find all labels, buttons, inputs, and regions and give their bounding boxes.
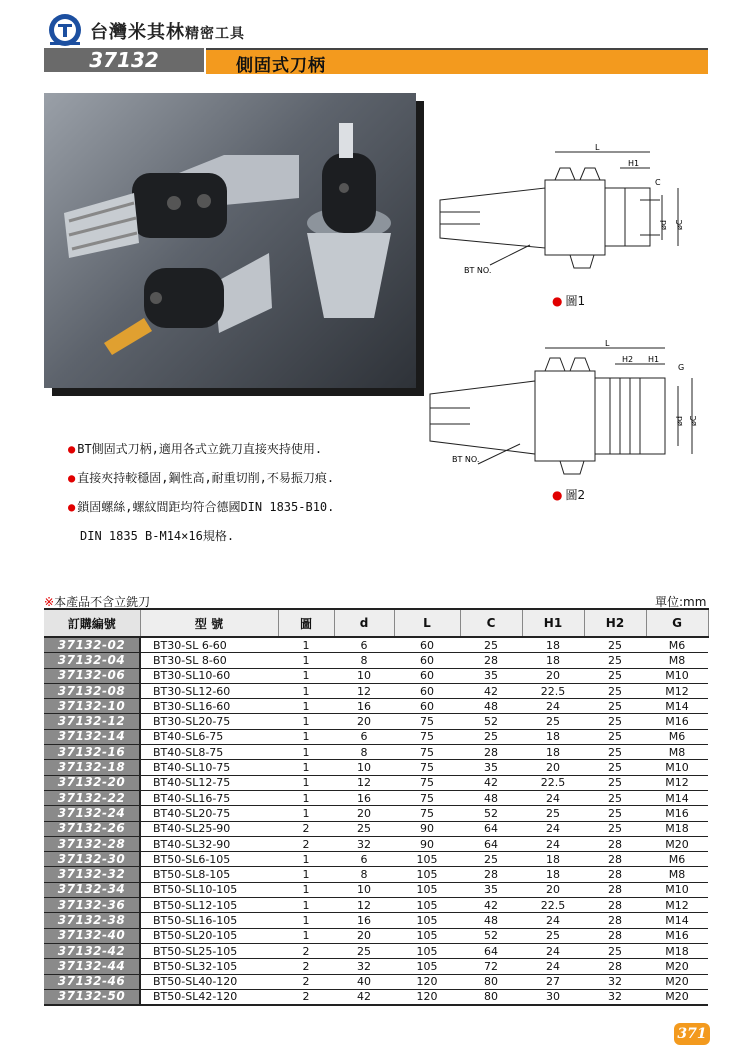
table-row bbox=[44, 775, 708, 790]
cell-C: 80 bbox=[460, 974, 522, 989]
cell-fig: 1 bbox=[278, 790, 334, 805]
cell-fig: 2 bbox=[278, 836, 334, 851]
col-H1: H1 bbox=[522, 609, 584, 637]
cell-L: 60 bbox=[394, 699, 460, 714]
cell-H1: 24 bbox=[522, 943, 584, 958]
cell-H1: 20 bbox=[522, 760, 584, 775]
cell-G: M14 bbox=[646, 790, 708, 805]
cell-C: 28 bbox=[460, 867, 522, 882]
cell-L: 105 bbox=[394, 852, 460, 867]
cell-d: 16 bbox=[334, 913, 394, 928]
figure-1-label: ● 圖1 bbox=[552, 294, 586, 308]
col-d: d bbox=[334, 609, 394, 637]
cell-code: 37132-28 bbox=[44, 836, 140, 851]
cell-H2: 25 bbox=[584, 653, 646, 668]
cell-H1: 24 bbox=[522, 821, 584, 836]
cell-fig: 1 bbox=[278, 714, 334, 729]
cell-code: 37132-50 bbox=[44, 989, 140, 1005]
cell-C: 72 bbox=[460, 959, 522, 974]
cell-H2: 25 bbox=[584, 760, 646, 775]
cell-G: M10 bbox=[646, 760, 708, 775]
cell-C: 25 bbox=[460, 729, 522, 744]
cell-code: 37132-34 bbox=[44, 882, 140, 897]
table-row bbox=[44, 821, 708, 836]
col-G: G bbox=[646, 609, 708, 637]
fig2-dim-H1: H1 bbox=[648, 355, 660, 364]
cell-model: BT50-SL42-120 bbox=[140, 989, 278, 1005]
cell-code: 37132-30 bbox=[44, 852, 140, 867]
cell-G: M6 bbox=[646, 637, 708, 653]
cell-C: 25 bbox=[460, 637, 522, 653]
cell-code: 37132-20 bbox=[44, 775, 140, 790]
cell-model: BT40-SL16-75 bbox=[140, 790, 278, 805]
cell-G: M20 bbox=[646, 959, 708, 974]
cell-G: M10 bbox=[646, 882, 708, 897]
cell-fig: 1 bbox=[278, 668, 334, 683]
table-row bbox=[44, 729, 708, 744]
cell-fig: 2 bbox=[278, 974, 334, 989]
cell-L: 105 bbox=[394, 882, 460, 897]
fig2-bt-no: BT NO. bbox=[452, 455, 480, 464]
feature-item-continued bbox=[68, 527, 428, 556]
cell-code: 37132-46 bbox=[44, 974, 140, 989]
feature-text: BT側固式刀柄,適用各式立銑刀直接夾持使用. bbox=[77, 442, 323, 456]
cell-L: 75 bbox=[394, 775, 460, 790]
cell-G: M18 bbox=[646, 943, 708, 958]
cell-H2: 28 bbox=[584, 836, 646, 851]
note-text: 本產品不含立銑刀 bbox=[54, 595, 151, 609]
cell-d: 8 bbox=[334, 867, 394, 882]
fig1-dim-d: ød bbox=[659, 220, 668, 230]
cell-model: BT40-SL25-90 bbox=[140, 821, 278, 836]
cell-model: BT40-SL32-90 bbox=[140, 836, 278, 851]
cell-d: 6 bbox=[334, 852, 394, 867]
cell-H1: 24 bbox=[522, 790, 584, 805]
fig1-bt-no: BT NO. bbox=[464, 266, 492, 275]
cell-model: BT30-SL10-60 bbox=[140, 668, 278, 683]
table-row bbox=[44, 852, 708, 867]
cell-model: BT40-SL20-75 bbox=[140, 806, 278, 821]
cell-code: 37132-42 bbox=[44, 943, 140, 958]
cell-H2: 28 bbox=[584, 882, 646, 897]
cell-H2: 25 bbox=[584, 637, 646, 653]
figure-1-label-text: 圖1 bbox=[565, 294, 586, 308]
table-row bbox=[44, 637, 708, 653]
table-row bbox=[44, 882, 708, 897]
cell-d: 16 bbox=[334, 790, 394, 805]
feature-list bbox=[68, 440, 428, 556]
cell-model: BT40-SL6-75 bbox=[140, 729, 278, 744]
cell-model: BT40-SL12-75 bbox=[140, 775, 278, 790]
cell-L: 120 bbox=[394, 989, 460, 1005]
cell-G: M10 bbox=[646, 668, 708, 683]
fig1-dim-L: L bbox=[595, 143, 600, 152]
cell-G: M12 bbox=[646, 775, 708, 790]
cell-L: 75 bbox=[394, 714, 460, 729]
cell-H1: 24 bbox=[522, 959, 584, 974]
fig2-dim-phiC: øC bbox=[689, 415, 698, 426]
fig2-dim-H2: H2 bbox=[622, 355, 634, 364]
figure-1-diagram bbox=[430, 140, 710, 290]
col-order: 訂購編號 bbox=[44, 609, 140, 637]
cell-L: 105 bbox=[394, 959, 460, 974]
figure-2-diagram bbox=[420, 336, 710, 486]
cell-C: 52 bbox=[460, 806, 522, 821]
cell-d: 42 bbox=[334, 989, 394, 1005]
cell-d: 10 bbox=[334, 882, 394, 897]
cell-G: M8 bbox=[646, 653, 708, 668]
cell-fig: 1 bbox=[278, 637, 334, 653]
cell-fig: 1 bbox=[278, 729, 334, 744]
cell-H2: 28 bbox=[584, 852, 646, 867]
cell-H2: 25 bbox=[584, 806, 646, 821]
cell-d: 20 bbox=[334, 806, 394, 821]
cell-G: M14 bbox=[646, 699, 708, 714]
cell-d: 32 bbox=[334, 836, 394, 851]
cell-model: BT50-SL25-105 bbox=[140, 943, 278, 958]
cell-code: 37132-06 bbox=[44, 668, 140, 683]
cell-H1: 27 bbox=[522, 974, 584, 989]
feature-item: ● 直接夾持較穩固,鋼性高,耐重切削,不易振刀痕. bbox=[68, 471, 335, 485]
title-bar bbox=[44, 48, 708, 76]
col-L: L bbox=[394, 609, 460, 637]
cell-L: 90 bbox=[394, 821, 460, 836]
cell-C: 52 bbox=[460, 928, 522, 943]
cell-H1: 20 bbox=[522, 668, 584, 683]
col-model: 型 號 bbox=[140, 609, 278, 637]
cell-H1: 20 bbox=[522, 882, 584, 897]
cell-code: 37132-14 bbox=[44, 729, 140, 744]
cell-code: 37132-22 bbox=[44, 790, 140, 805]
cell-model: BT30-SL 6-60 bbox=[140, 637, 278, 653]
product-title: 側固式刀柄 bbox=[236, 56, 326, 76]
feature-item: ● 鎖固螺絲,螺紋間距均符合德國DIN 1835-B10. bbox=[68, 500, 335, 514]
cell-H1: 24 bbox=[522, 913, 584, 928]
cell-H2: 25 bbox=[584, 699, 646, 714]
cell-d: 12 bbox=[334, 898, 394, 913]
cell-H2: 28 bbox=[584, 867, 646, 882]
cell-H1: 24 bbox=[522, 836, 584, 851]
cell-G: M16 bbox=[646, 714, 708, 729]
brand-sub: 精密工具 bbox=[185, 26, 245, 42]
cell-G: M12 bbox=[646, 898, 708, 913]
cell-C: 48 bbox=[460, 699, 522, 714]
cell-code: 37132-08 bbox=[44, 683, 140, 698]
cell-fig: 1 bbox=[278, 775, 334, 790]
col-C: C bbox=[460, 609, 522, 637]
cell-code: 37132-02 bbox=[44, 637, 140, 653]
cell-fig: 1 bbox=[278, 806, 334, 821]
cell-C: 52 bbox=[460, 714, 522, 729]
cell-C: 42 bbox=[460, 898, 522, 913]
cell-C: 35 bbox=[460, 882, 522, 897]
cell-fig: 2 bbox=[278, 989, 334, 1005]
cell-H2: 28 bbox=[584, 959, 646, 974]
cell-H1: 22.5 bbox=[522, 775, 584, 790]
cell-code: 37132-26 bbox=[44, 821, 140, 836]
title-banner bbox=[206, 48, 708, 74]
page-number: 371 bbox=[674, 1023, 710, 1045]
cell-fig: 2 bbox=[278, 821, 334, 836]
cell-H2: 28 bbox=[584, 913, 646, 928]
cell-C: 35 bbox=[460, 760, 522, 775]
product-code: 37132 bbox=[44, 48, 204, 72]
table-row bbox=[44, 760, 708, 775]
cell-model: BT50-SL20-105 bbox=[140, 928, 278, 943]
cell-d: 20 bbox=[334, 714, 394, 729]
cell-code: 37132-36 bbox=[44, 898, 140, 913]
cell-d: 12 bbox=[334, 775, 394, 790]
cell-L: 105 bbox=[394, 943, 460, 958]
cell-G: M12 bbox=[646, 683, 708, 698]
cell-H1: 18 bbox=[522, 729, 584, 744]
cell-H2: 25 bbox=[584, 745, 646, 760]
feature-text: 直接夾持較穩固,鋼性高,耐重切削,不易振刀痕. bbox=[77, 471, 335, 485]
cell-L: 75 bbox=[394, 790, 460, 805]
cell-model: BT30-SL 8-60 bbox=[140, 653, 278, 668]
cell-C: 28 bbox=[460, 653, 522, 668]
cell-C: 42 bbox=[460, 775, 522, 790]
cell-fig: 1 bbox=[278, 898, 334, 913]
cell-model: BT50-SL8-105 bbox=[140, 867, 278, 882]
cell-H2: 32 bbox=[584, 974, 646, 989]
table-row bbox=[44, 683, 708, 698]
cell-model: BT50-SL40-120 bbox=[140, 974, 278, 989]
product-photo bbox=[44, 93, 416, 388]
fig2-dim-G: G bbox=[678, 363, 685, 372]
cell-G: M16 bbox=[646, 806, 708, 821]
cell-L: 60 bbox=[394, 683, 460, 698]
cell-G: M6 bbox=[646, 852, 708, 867]
cell-model: BT50-SL10-105 bbox=[140, 882, 278, 897]
cell-G: M8 bbox=[646, 867, 708, 882]
cell-H1: 18 bbox=[522, 867, 584, 882]
cell-model: BT50-SL16-105 bbox=[140, 913, 278, 928]
cell-L: 75 bbox=[394, 729, 460, 744]
cell-code: 37132-10 bbox=[44, 699, 140, 714]
table-row bbox=[44, 943, 708, 958]
cell-code: 37132-32 bbox=[44, 867, 140, 882]
table-row bbox=[44, 913, 708, 928]
cell-H1: 18 bbox=[522, 852, 584, 867]
table-row bbox=[44, 989, 708, 1005]
cell-fig: 2 bbox=[278, 943, 334, 958]
cell-L: 105 bbox=[394, 913, 460, 928]
cell-C: 25 bbox=[460, 852, 522, 867]
note-mark: ※ bbox=[44, 595, 55, 609]
cell-fig: 1 bbox=[278, 913, 334, 928]
cell-G: M20 bbox=[646, 836, 708, 851]
cell-H1: 30 bbox=[522, 989, 584, 1005]
cell-H1: 22.5 bbox=[522, 683, 584, 698]
cell-L: 105 bbox=[394, 867, 460, 882]
table-row bbox=[44, 806, 708, 821]
cell-fig: 1 bbox=[278, 867, 334, 882]
cell-C: 64 bbox=[460, 821, 522, 836]
cell-model: BT40-SL8-75 bbox=[140, 745, 278, 760]
fig1-dim-C: C bbox=[655, 178, 661, 187]
cell-model: BT40-SL10-75 bbox=[140, 760, 278, 775]
table-row bbox=[44, 668, 708, 683]
cell-L: 75 bbox=[394, 760, 460, 775]
cell-code: 37132-16 bbox=[44, 745, 140, 760]
cell-H2: 28 bbox=[584, 928, 646, 943]
cell-fig: 1 bbox=[278, 653, 334, 668]
cell-code: 37132-40 bbox=[44, 928, 140, 943]
cell-L: 90 bbox=[394, 836, 460, 851]
cell-d: 10 bbox=[334, 760, 394, 775]
cell-model: BT30-SL16-60 bbox=[140, 699, 278, 714]
cell-C: 64 bbox=[460, 836, 522, 851]
fig2-dim-d: ød bbox=[675, 416, 684, 426]
brand-main: 台灣米其林 bbox=[90, 22, 185, 43]
company-logo bbox=[44, 12, 86, 48]
cell-d: 40 bbox=[334, 974, 394, 989]
table-row bbox=[44, 959, 708, 974]
cell-C: 35 bbox=[460, 668, 522, 683]
cell-fig: 1 bbox=[278, 882, 334, 897]
cell-L: 60 bbox=[394, 653, 460, 668]
cell-H2: 25 bbox=[584, 790, 646, 805]
cell-d: 16 bbox=[334, 699, 394, 714]
table-row bbox=[44, 836, 708, 851]
cell-code: 37132-38 bbox=[44, 913, 140, 928]
cell-C: 48 bbox=[460, 790, 522, 805]
cell-d: 25 bbox=[334, 943, 394, 958]
cell-d: 20 bbox=[334, 928, 394, 943]
table-row bbox=[44, 653, 708, 668]
cell-model: BT30-SL12-60 bbox=[140, 683, 278, 698]
cell-G: M20 bbox=[646, 989, 708, 1005]
figure-2-label: ● 圖2 bbox=[552, 488, 586, 502]
cell-fig: 1 bbox=[278, 699, 334, 714]
table-row bbox=[44, 790, 708, 805]
cell-L: 120 bbox=[394, 974, 460, 989]
cell-model: BT50-SL32-105 bbox=[140, 959, 278, 974]
cell-fig: 2 bbox=[278, 959, 334, 974]
cell-G: M16 bbox=[646, 928, 708, 943]
brand-name bbox=[90, 18, 245, 44]
cell-G: M18 bbox=[646, 821, 708, 836]
cell-L: 105 bbox=[394, 928, 460, 943]
cell-C: 80 bbox=[460, 989, 522, 1005]
cell-H2: 28 bbox=[584, 898, 646, 913]
table-row bbox=[44, 928, 708, 943]
cell-code: 37132-18 bbox=[44, 760, 140, 775]
cell-model: BT50-SL12-105 bbox=[140, 898, 278, 913]
cell-G: M20 bbox=[646, 974, 708, 989]
cell-H2: 25 bbox=[584, 729, 646, 744]
fig1-dim-phiC: øC bbox=[675, 219, 684, 230]
cell-fig: 1 bbox=[278, 745, 334, 760]
cell-C: 64 bbox=[460, 943, 522, 958]
cell-d: 12 bbox=[334, 683, 394, 698]
feature-text: 鎖固螺絲,螺紋間距均符合德國DIN 1835-B10. bbox=[77, 500, 335, 514]
cell-G: M14 bbox=[646, 913, 708, 928]
col-H2: H2 bbox=[584, 609, 646, 637]
table-row bbox=[44, 714, 708, 729]
figure-2-label-text: 圖2 bbox=[565, 488, 586, 502]
cell-H2: 25 bbox=[584, 683, 646, 698]
table-row bbox=[44, 867, 708, 882]
cell-d: 10 bbox=[334, 668, 394, 683]
cell-L: 75 bbox=[394, 806, 460, 821]
cell-d: 25 bbox=[334, 821, 394, 836]
cell-L: 105 bbox=[394, 898, 460, 913]
cell-H2: 32 bbox=[584, 989, 646, 1005]
cell-C: 28 bbox=[460, 745, 522, 760]
cell-code: 37132-44 bbox=[44, 959, 140, 974]
spec-table bbox=[44, 608, 709, 1006]
cell-d: 8 bbox=[334, 653, 394, 668]
unit-label: 單位:mm bbox=[655, 595, 707, 609]
cell-G: M6 bbox=[646, 729, 708, 744]
cell-fig: 1 bbox=[278, 683, 334, 698]
cell-L: 60 bbox=[394, 637, 460, 653]
cell-C: 42 bbox=[460, 683, 522, 698]
cell-code: 37132-12 bbox=[44, 714, 140, 729]
fig2-dim-L: L bbox=[605, 339, 610, 348]
cell-H2: 25 bbox=[584, 943, 646, 958]
cell-H1: 18 bbox=[522, 637, 584, 653]
table-header-row bbox=[44, 609, 708, 637]
cell-d: 6 bbox=[334, 729, 394, 744]
table-body bbox=[44, 637, 708, 1005]
cell-G: M8 bbox=[646, 745, 708, 760]
cell-H1: 25 bbox=[522, 928, 584, 943]
feature-item: ● BT側固式刀柄,適用各式立銑刀直接夾持使用. bbox=[68, 442, 323, 456]
feature-text: DIN 1835 B-M14×16規格. bbox=[80, 529, 235, 543]
cell-H2: 25 bbox=[584, 775, 646, 790]
cell-H1: 25 bbox=[522, 714, 584, 729]
cell-H2: 25 bbox=[584, 668, 646, 683]
cell-L: 60 bbox=[394, 668, 460, 683]
table-row bbox=[44, 898, 708, 913]
cell-code: 37132-04 bbox=[44, 653, 140, 668]
fig1-dim-H1: H1 bbox=[628, 159, 640, 168]
cell-H2: 25 bbox=[584, 821, 646, 836]
col-fig: 圖 bbox=[278, 609, 334, 637]
cell-L: 75 bbox=[394, 745, 460, 760]
table-row bbox=[44, 699, 708, 714]
cell-fig: 1 bbox=[278, 760, 334, 775]
cell-H1: 22.5 bbox=[522, 898, 584, 913]
cell-model: BT50-SL6-105 bbox=[140, 852, 278, 867]
cell-H1: 25 bbox=[522, 806, 584, 821]
cell-H1: 18 bbox=[522, 653, 584, 668]
cell-code: 37132-24 bbox=[44, 806, 140, 821]
cell-d: 6 bbox=[334, 637, 394, 653]
table-row bbox=[44, 974, 708, 989]
table-row bbox=[44, 745, 708, 760]
cell-H1: 18 bbox=[522, 745, 584, 760]
cell-C: 48 bbox=[460, 913, 522, 928]
cell-d: 8 bbox=[334, 745, 394, 760]
cell-fig: 1 bbox=[278, 928, 334, 943]
cell-d: 32 bbox=[334, 959, 394, 974]
cell-fig: 1 bbox=[278, 852, 334, 867]
cell-model: BT30-SL20-75 bbox=[140, 714, 278, 729]
cell-H2: 25 bbox=[584, 714, 646, 729]
cell-H1: 24 bbox=[522, 699, 584, 714]
